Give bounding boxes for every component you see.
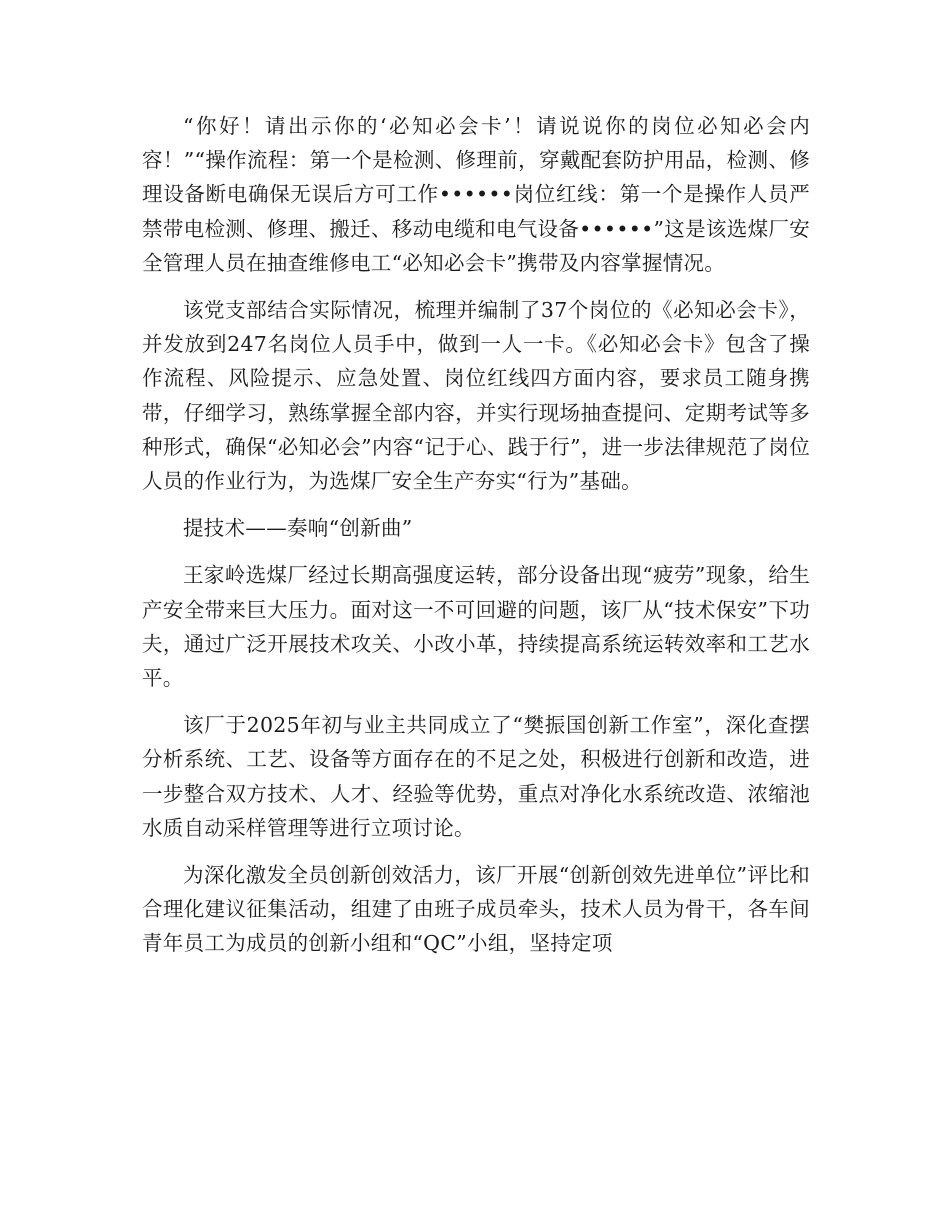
paragraph-inspection-dialogue: “你好！请出示你的‘必知必会卡’！请说说你的岗位必知必会内容！”“操作流程：第一个是检测、修理前，穿戴配套防护用品，检测、修理设备断电确保无误后方可工作••••••岗位红线：第一个是操作人员严禁带电检测、修理、搬迁、移动电缆和电气设备••••••”这是该选煤厂安全管理人员在抽查维修电工“必知必会卡”携带及内容掌握情况。 bbox=[142, 114, 810, 275]
paragraph-must-know-cards: 该党支部结合实际情况，梳理并编制了37个岗位的《必知必会卡》，并发放到247名岗位人员手中，做到一人一卡。《必知必会卡》包含了操作流程、风险提示、应急处置、岗位红线四方面内容，要求员工随身携带，仔细学习，熟练掌握全部内容，并实行现场抽查提问、定期考试等多种形式，确保“必知必会”内容“记于心、践于行”，进一步法律规范了岗位人员的作业行为，为选煤厂安全生产夯实“行为”基础。 bbox=[142, 298, 810, 494]
paragraph-equipment-fatigue: 王家岭选煤厂经过长期高强度运转，部分设备出现“疲劳”现象，给生产安全带来巨大压力。面对这一不可回避的问题，该厂从“技术保安”下功夫，通过广泛开展技术攻关、小改小革，持续提高系统运转效率和工艺水平。 bbox=[142, 563, 810, 691]
document-body bbox=[142, 109, 810, 961]
paragraph-innovation-activities: 为深化激发全员创新创效活力，该厂开展“创新创效先进单位”评比和合理化建议征集活动，组建了由班子成员牵头，技术人员为骨干，各车间青年员工为成员的创新小组和“QC”小组，坚持定项 bbox=[142, 863, 810, 956]
paragraph-innovation-studio: 该厂于2025年初与业主共同成立了“樊振国创新工作室”，深化查摆分析系统、工艺、设备等方面存在的不足之处，积极进行创新和改造，进一步整合双方技术、人才、经验等优势，重点对净化水系统改造、浓缩池水质自动采样管理等进行立项讨论。 bbox=[142, 713, 810, 840]
section-heading-innovation: 提技术——奏响“创新曲” bbox=[183, 516, 413, 541]
